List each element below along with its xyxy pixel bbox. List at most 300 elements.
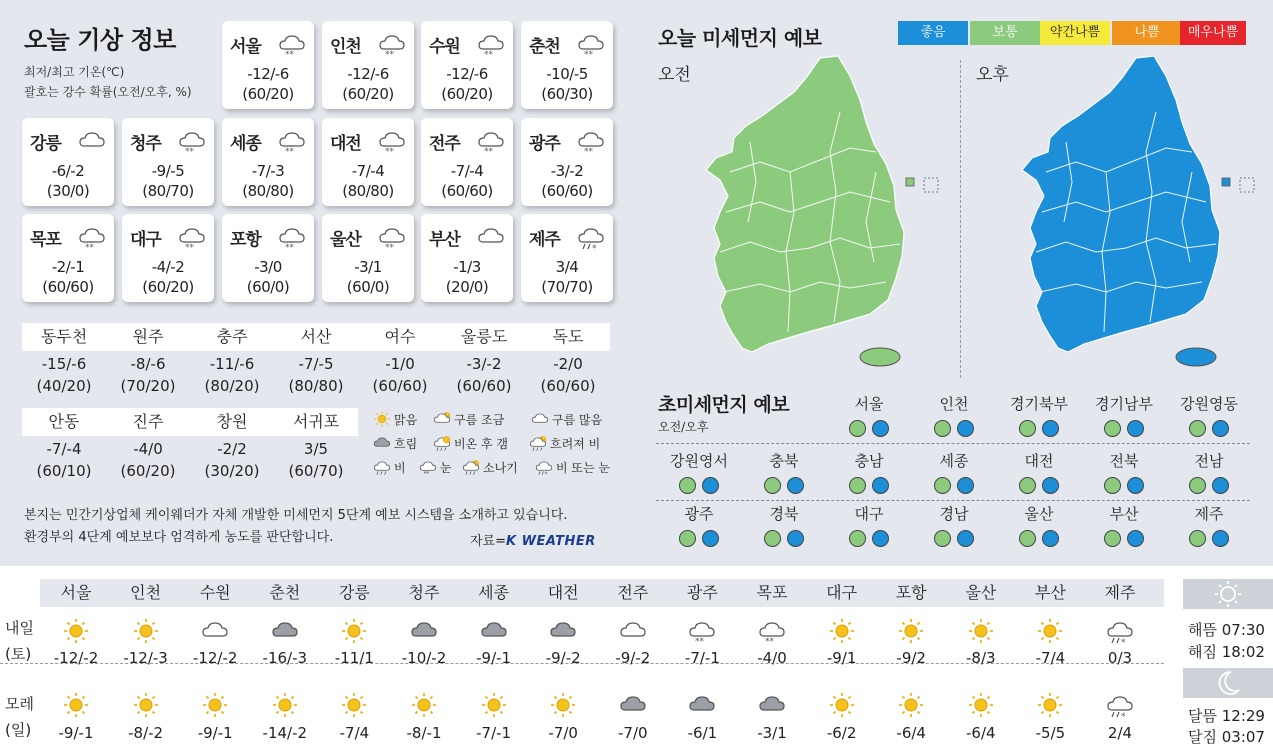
svg-text:*: * xyxy=(1121,712,1126,719)
forecast-day1-icon xyxy=(966,617,996,645)
legend-label: 흐려져 비 xyxy=(550,436,601,451)
forecast-city: 부산 xyxy=(1034,583,1066,602)
small-city-precip: (60/60) xyxy=(540,377,596,395)
forecast-day1-icon xyxy=(757,617,787,645)
small-city-temperature: -3/-2 xyxy=(466,355,502,373)
small-city-name: 진주 xyxy=(106,408,190,436)
sun-then-rain-icon xyxy=(528,434,548,452)
pm25-region xyxy=(657,449,741,494)
forecast-day1-temp: -9/-2 xyxy=(615,649,651,667)
pm25-am-dot xyxy=(1189,477,1206,494)
dark-cloud-icon xyxy=(372,434,392,452)
forecast-day2-icon xyxy=(896,691,926,719)
forecast-city: 수원 xyxy=(199,583,231,602)
card-temperature: -6/-2 xyxy=(51,162,85,180)
legend-item xyxy=(432,434,508,452)
pm25-am-dot xyxy=(1189,420,1206,437)
svg-text:**: ** xyxy=(85,243,94,251)
card-precip-probability: (60/20) xyxy=(441,85,493,103)
small-city-cell xyxy=(22,408,106,482)
legend-item xyxy=(432,410,504,428)
legend-item xyxy=(372,458,406,476)
small-city-name: 여수 xyxy=(358,323,442,351)
card-city-name: 전주 xyxy=(429,134,460,154)
forecast-city: 서울 xyxy=(60,583,92,602)
card-weather-icon xyxy=(476,127,506,155)
sun-icon xyxy=(372,410,392,428)
small-city-precip: (30/20) xyxy=(204,462,260,480)
forecast-day2-temp: -7/0 xyxy=(548,724,578,742)
svg-text:**: ** xyxy=(484,147,493,155)
forecast-day2-icon xyxy=(200,691,230,719)
pm25-region xyxy=(1167,449,1251,494)
cloud-snow-icon xyxy=(377,127,407,155)
forecast-day1-icon xyxy=(618,617,648,645)
sun-icon xyxy=(409,691,439,719)
pm25-am-dot xyxy=(934,477,951,494)
sun-icon xyxy=(966,617,996,645)
forecast-day2-icon xyxy=(1035,691,1065,719)
pm25-region xyxy=(1082,392,1166,437)
pm25-region xyxy=(742,449,826,494)
forecast-day2-temp: -9/-1 xyxy=(197,724,233,742)
pm25-pm-dot xyxy=(787,477,804,494)
pm25-region-name: 충남 xyxy=(854,452,884,470)
cloud-rain-snow-icon xyxy=(534,458,554,476)
card-city-name: 목포 xyxy=(30,230,61,250)
legend-label: 흐림 xyxy=(394,436,418,451)
map-am-label: 오전 xyxy=(658,65,691,85)
pm25-pm-dot xyxy=(702,530,719,547)
forecast-day2-temp: -7/0 xyxy=(618,724,648,742)
forecast-city: 청주 xyxy=(408,583,440,602)
pm25-subtitle: 오전/오후 xyxy=(658,420,709,434)
forecast-day1-icon xyxy=(479,617,509,645)
pm25-am-dot xyxy=(1019,477,1036,494)
pm25-region-name: 부산 xyxy=(1109,505,1139,523)
card-city-name: 춘천 xyxy=(529,37,560,57)
small-city-name: 창원 xyxy=(190,408,274,436)
small-city-precip: (40/20) xyxy=(36,377,92,395)
svg-text:**: ** xyxy=(484,50,493,58)
forecast-day1-icon xyxy=(1035,617,1065,645)
legend-item xyxy=(372,434,417,452)
pm25-region xyxy=(827,392,911,437)
card-weather-icon xyxy=(377,127,407,155)
forecast-day1-icon xyxy=(409,617,439,645)
dark-cloud-icon xyxy=(548,617,578,645)
forecast-day1-icon xyxy=(687,617,717,645)
row-label-day2-weekday: (일) xyxy=(5,721,32,739)
pm25-am-dot xyxy=(1019,530,1036,547)
moon-box xyxy=(1183,668,1273,698)
card-temperature: -9/-5 xyxy=(151,162,185,180)
forecast-day2-icon xyxy=(270,691,300,719)
forecast-day1-icon xyxy=(61,617,91,645)
pm25-region xyxy=(912,449,996,494)
small-city-precip: (60/60) xyxy=(372,377,428,395)
pm25-region-name: 충북 xyxy=(769,452,799,470)
note-line-1: 본지는 민간기상업체 케이웨더가 자체 개발한 미세먼지 5단계 예보 시스템을 소개하고 있습니다. xyxy=(24,508,568,523)
cloud-rain-snow-icon xyxy=(576,223,606,251)
forecast-day1-temp: -12/-2 xyxy=(53,649,99,667)
cloud-snow-icon xyxy=(576,127,606,155)
dark-cloud-icon xyxy=(618,691,648,719)
small-city-precip: (60/20) xyxy=(120,462,176,480)
legend-label: 맑음 xyxy=(394,412,418,427)
card-precip-probability: (60/60) xyxy=(441,182,493,200)
pm25-pm-dot xyxy=(787,530,804,547)
dust-legend-item: 나쁨 xyxy=(1112,21,1182,45)
card-weather-icon xyxy=(177,127,207,155)
card-weather-icon xyxy=(476,223,506,251)
city-card xyxy=(22,118,114,206)
card-city-name: 울산 xyxy=(330,230,361,250)
small-city-cell xyxy=(22,323,106,397)
note-line-2: 환경부의 4단계 예보보다 엄격하게 농도를 판단합니다. xyxy=(24,530,334,545)
city-card xyxy=(322,118,414,206)
pm25-region-name: 세종 xyxy=(939,452,969,470)
forecast-day2-temp: -8/-1 xyxy=(406,724,442,742)
forecast-city: 대전 xyxy=(547,583,579,602)
forecast-day1-temp: -4/0 xyxy=(757,649,787,667)
legend-item xyxy=(372,410,417,428)
pm25-region-name: 인천 xyxy=(939,395,969,413)
pm25-pm-dot xyxy=(872,420,889,437)
pm25-pm-dot xyxy=(872,477,889,494)
small-city-precip: (70/20) xyxy=(120,377,176,395)
sun-icon xyxy=(339,691,369,719)
pm25-region-name: 전북 xyxy=(1109,452,1139,470)
card-weather-icon xyxy=(576,223,606,251)
sun-cloud-icon xyxy=(432,410,452,428)
pm25-region-name: 대구 xyxy=(854,505,884,523)
pm25-region xyxy=(912,502,996,547)
forecast-city: 춘천 xyxy=(269,583,301,602)
card-temperature: -3/0 xyxy=(254,258,282,276)
city-card xyxy=(22,214,114,302)
forecast-day1-temp: -7/4 xyxy=(1035,649,1066,667)
sun-outline-icon xyxy=(1183,579,1273,609)
forecast-day2-temp: -14/-2 xyxy=(262,724,308,742)
card-weather-icon xyxy=(277,223,307,251)
card-city-name: 강릉 xyxy=(30,134,61,154)
city-card xyxy=(421,21,513,109)
pm25-pm-dot xyxy=(957,477,974,494)
dark-cloud-icon xyxy=(479,617,509,645)
korea-map-am xyxy=(690,52,950,382)
sun-icon xyxy=(61,691,91,719)
svg-text:**: ** xyxy=(385,147,394,155)
card-precip-probability: (20/0) xyxy=(445,278,489,296)
card-precip-probability: (60/20) xyxy=(242,85,294,103)
source-logo: K WEATHER xyxy=(506,534,596,549)
card-precip-probability: (30/0) xyxy=(46,182,90,200)
pm25-pm-dot xyxy=(1042,420,1059,437)
city-card xyxy=(222,214,314,302)
pm25-region xyxy=(657,502,741,547)
city-card xyxy=(421,214,513,302)
small-city-name: 독도 xyxy=(526,323,610,351)
sun-icon xyxy=(896,617,926,645)
pm25-am-dot xyxy=(679,530,696,547)
svg-text:**: ** xyxy=(185,147,194,155)
forecast-day1-temp: -9/1 xyxy=(826,649,857,667)
svg-text:*: * xyxy=(592,244,597,251)
small-city-cell xyxy=(358,323,442,397)
legend-label: 비온 후 갬 xyxy=(454,436,508,451)
forecast-day1-icon xyxy=(1105,617,1135,645)
pm25-region-name: 경북 xyxy=(769,505,799,523)
moonset-time: 달짐 03:07 xyxy=(1188,728,1265,746)
card-city-name: 제주 xyxy=(529,230,560,250)
cloud-snow-icon xyxy=(476,30,506,58)
legend-item xyxy=(528,434,600,452)
sun-icon xyxy=(548,691,578,719)
svg-text:**: ** xyxy=(385,243,394,251)
forecast-day2-icon xyxy=(827,691,857,719)
dust-title: 오늘 미세먼지 예보 xyxy=(658,26,822,50)
legend-label: 구름 조금 xyxy=(454,412,505,427)
forecast-day2-temp: -3/1 xyxy=(757,724,787,742)
pm25-region xyxy=(1167,502,1251,547)
dust-legend-item: 매우나쁨 xyxy=(1180,21,1246,45)
forecast-day1-icon xyxy=(131,617,161,645)
small-city-temperature: -2/0 xyxy=(553,355,583,373)
pm25-am-dot xyxy=(1019,420,1036,437)
pm25-am-dot xyxy=(849,530,866,547)
city-card xyxy=(222,118,314,206)
pm25-am-dot xyxy=(764,530,781,547)
forecast-day2-icon xyxy=(131,691,161,719)
forecast-day1-temp: -9/2 xyxy=(896,649,926,667)
cloud-rain-icon xyxy=(372,458,392,476)
small-city-name: 울릉도 xyxy=(442,323,526,351)
card-precip-probability: (60/30) xyxy=(541,85,593,103)
sun-icon xyxy=(200,691,230,719)
pm25-region xyxy=(1082,449,1166,494)
pm25-region-name: 제주 xyxy=(1194,505,1224,523)
cloud-icon xyxy=(530,410,550,428)
small-city-precip: (60/70) xyxy=(288,462,344,480)
svg-text:**: ** xyxy=(385,50,394,58)
card-weather-icon xyxy=(177,223,207,251)
card-precip-probability: (60/60) xyxy=(42,278,94,296)
pm25-pm-dot xyxy=(1212,420,1229,437)
card-temperature: -3/-2 xyxy=(550,162,584,180)
card-temperature: 3/4 xyxy=(555,258,579,276)
card-precip-probability: (60/20) xyxy=(342,85,394,103)
city-card xyxy=(122,214,214,302)
small-city-cell xyxy=(106,408,190,482)
card-temperature: -12/-6 xyxy=(247,65,289,83)
shower-icon xyxy=(461,458,481,476)
pm25-am-dot xyxy=(679,477,696,494)
forecast-day2-temp: -8/-2 xyxy=(128,724,164,742)
city-card xyxy=(122,118,214,206)
small-city-temperature: -1/0 xyxy=(385,355,415,373)
city-card xyxy=(322,214,414,302)
small-city-precip: (80/80) xyxy=(288,377,344,395)
dust-legend-item: 보통 xyxy=(970,21,1040,45)
forecast-city: 인천 xyxy=(130,583,162,602)
pm25-am-dot xyxy=(849,477,866,494)
forecast-city: 대구 xyxy=(826,583,858,602)
small-city-cell xyxy=(274,323,358,397)
pm25-am-dot xyxy=(849,420,866,437)
pm25-region xyxy=(1082,502,1166,547)
small-city-name: 안동 xyxy=(22,408,106,436)
card-temperature: -7/-4 xyxy=(351,162,385,180)
small-city-temperature: -15/-6 xyxy=(41,355,87,373)
forecast-day1-icon xyxy=(548,617,578,645)
moon-icon xyxy=(1183,668,1273,698)
legend-item xyxy=(418,458,452,476)
forecast-day2-icon xyxy=(757,691,787,719)
legend-item xyxy=(534,458,610,476)
forecast-day1-icon xyxy=(827,617,857,645)
card-precip-probability: (60/20) xyxy=(142,278,194,296)
small-city-cell xyxy=(442,323,526,397)
pm25-region xyxy=(997,449,1081,494)
small-city-precip: (80/20) xyxy=(204,377,260,395)
forecast-day2-temp: 2/4 xyxy=(1107,724,1133,742)
pm25-pm-dot xyxy=(1127,420,1144,437)
forecast-day1-temp: -8/3 xyxy=(966,649,996,667)
forecast-day2-temp: -6/2 xyxy=(826,724,857,742)
forecast-day1-temp: -10/-2 xyxy=(401,649,447,667)
cloud-icon xyxy=(77,127,107,155)
small-city-temperature: -8/-6 xyxy=(130,355,166,373)
pm25-region xyxy=(1167,392,1251,437)
cloud-snow-icon xyxy=(377,30,407,58)
card-city-name: 세종 xyxy=(230,134,261,154)
pm25-region-name: 경남 xyxy=(939,505,969,523)
dust-legend-item: 약간나쁨 xyxy=(1040,21,1110,45)
card-city-name: 부산 xyxy=(429,230,460,250)
sun-icon xyxy=(131,691,161,719)
city-card xyxy=(521,118,613,206)
sun-icon xyxy=(61,617,91,645)
sun-icon xyxy=(1035,617,1065,645)
pm25-pm-dot xyxy=(1212,477,1229,494)
pm25-region-name: 경기북부 xyxy=(1010,395,1068,413)
card-weather-icon xyxy=(77,223,107,251)
pm25-pm-dot xyxy=(1127,477,1144,494)
pm25-am-dot xyxy=(764,477,781,494)
legend-label: 비 xyxy=(394,460,406,475)
source-credit xyxy=(470,530,596,549)
card-weather-icon xyxy=(377,30,407,58)
forecast-day1-temp: -16/-3 xyxy=(262,649,308,667)
card-city-name: 서울 xyxy=(230,37,261,57)
pm25-pm-dot xyxy=(1042,477,1059,494)
page-title: 오늘 기상 정보 xyxy=(24,26,176,54)
svg-text:**: ** xyxy=(584,50,593,58)
small-city-cell xyxy=(106,323,190,397)
card-precip-probability: (60/0) xyxy=(346,278,390,296)
card-city-name: 포항 xyxy=(230,230,261,250)
cloud-snow-icon xyxy=(757,617,787,645)
legend-label: 소나기 xyxy=(483,460,518,475)
small-city-temperature: -2/2 xyxy=(217,440,247,458)
city-card xyxy=(222,21,314,109)
cloud-icon xyxy=(618,617,648,645)
cloud-snow-icon xyxy=(687,617,717,645)
forecast-day2-temp: -6/4 xyxy=(966,724,996,742)
dust-legend-item: 좋음 xyxy=(898,21,968,45)
pm25-region-name: 대전 xyxy=(1024,452,1054,470)
legend-label: 눈 xyxy=(440,460,452,475)
forecast-day2-icon xyxy=(548,691,578,719)
sun-icon xyxy=(131,617,161,645)
pm25-region xyxy=(742,502,826,547)
dark-cloud-icon xyxy=(270,617,300,645)
moonrise-time: 달뜸 12:29 xyxy=(1188,707,1265,725)
forecast-city: 세종 xyxy=(478,583,510,602)
forecast-day2-icon xyxy=(409,691,439,719)
card-weather-icon xyxy=(77,127,107,155)
forecast-day1-icon xyxy=(270,617,300,645)
korea-map-pm xyxy=(1006,52,1266,382)
pm25-pm-dot xyxy=(1042,530,1059,547)
subtitle-line-1: 최저/최고 기온(℃) xyxy=(24,65,125,79)
svg-text:**: ** xyxy=(423,471,430,476)
row-label-day1: 내일 xyxy=(5,619,34,637)
sun-icon xyxy=(479,691,509,719)
pm25-region xyxy=(997,392,1081,437)
svg-text:**: ** xyxy=(584,147,593,155)
card-weather-icon xyxy=(377,223,407,251)
card-city-name: 광주 xyxy=(529,134,560,154)
card-city-name: 인천 xyxy=(330,37,361,57)
cloud-snow-icon xyxy=(418,458,438,476)
pm25-region xyxy=(997,502,1081,547)
cloud-rain-snow-icon xyxy=(1105,691,1135,719)
small-city-temperature: -7/-4 xyxy=(46,440,82,458)
forecast-day1-temp: -7/-1 xyxy=(684,649,720,667)
legend-item xyxy=(461,458,518,476)
legend-label: 비 또는 눈 xyxy=(556,460,610,475)
forecast-day2-icon xyxy=(1105,691,1135,719)
card-weather-icon xyxy=(277,127,307,155)
pm25-region-name: 경기남부 xyxy=(1095,395,1153,413)
sun-icon xyxy=(270,691,300,719)
small-city-name: 서귀포 xyxy=(274,408,358,436)
pm25-pm-dot xyxy=(957,530,974,547)
sunrise-time: 해뜸 07:30 xyxy=(1188,621,1265,639)
forecast-day1-icon xyxy=(339,617,369,645)
dark-cloud-icon xyxy=(687,691,717,719)
pm25-pm-dot xyxy=(872,530,889,547)
small-city-temperature: -4/0 xyxy=(133,440,163,458)
small-city-precip: (60/60) xyxy=(456,377,512,395)
subtitle-line-2: 괄호는 강수 확률(오전/오후, %) xyxy=(24,85,192,99)
map-divider xyxy=(960,60,961,378)
small-city-precip: (60/10) xyxy=(36,462,92,480)
card-temperature: -2/-1 xyxy=(51,258,85,276)
card-temperature: -12/-6 xyxy=(347,65,389,83)
cloud-snow-icon xyxy=(476,127,506,155)
pm25-region-name: 광주 xyxy=(684,505,714,523)
source-label: 자료= xyxy=(470,534,507,549)
cloud-snow-icon xyxy=(377,223,407,251)
sun-icon xyxy=(966,691,996,719)
forecast-day1-icon xyxy=(200,617,230,645)
sun-box xyxy=(1183,579,1273,609)
forecast-city: 제주 xyxy=(1104,583,1136,602)
svg-text:**: ** xyxy=(185,243,194,251)
